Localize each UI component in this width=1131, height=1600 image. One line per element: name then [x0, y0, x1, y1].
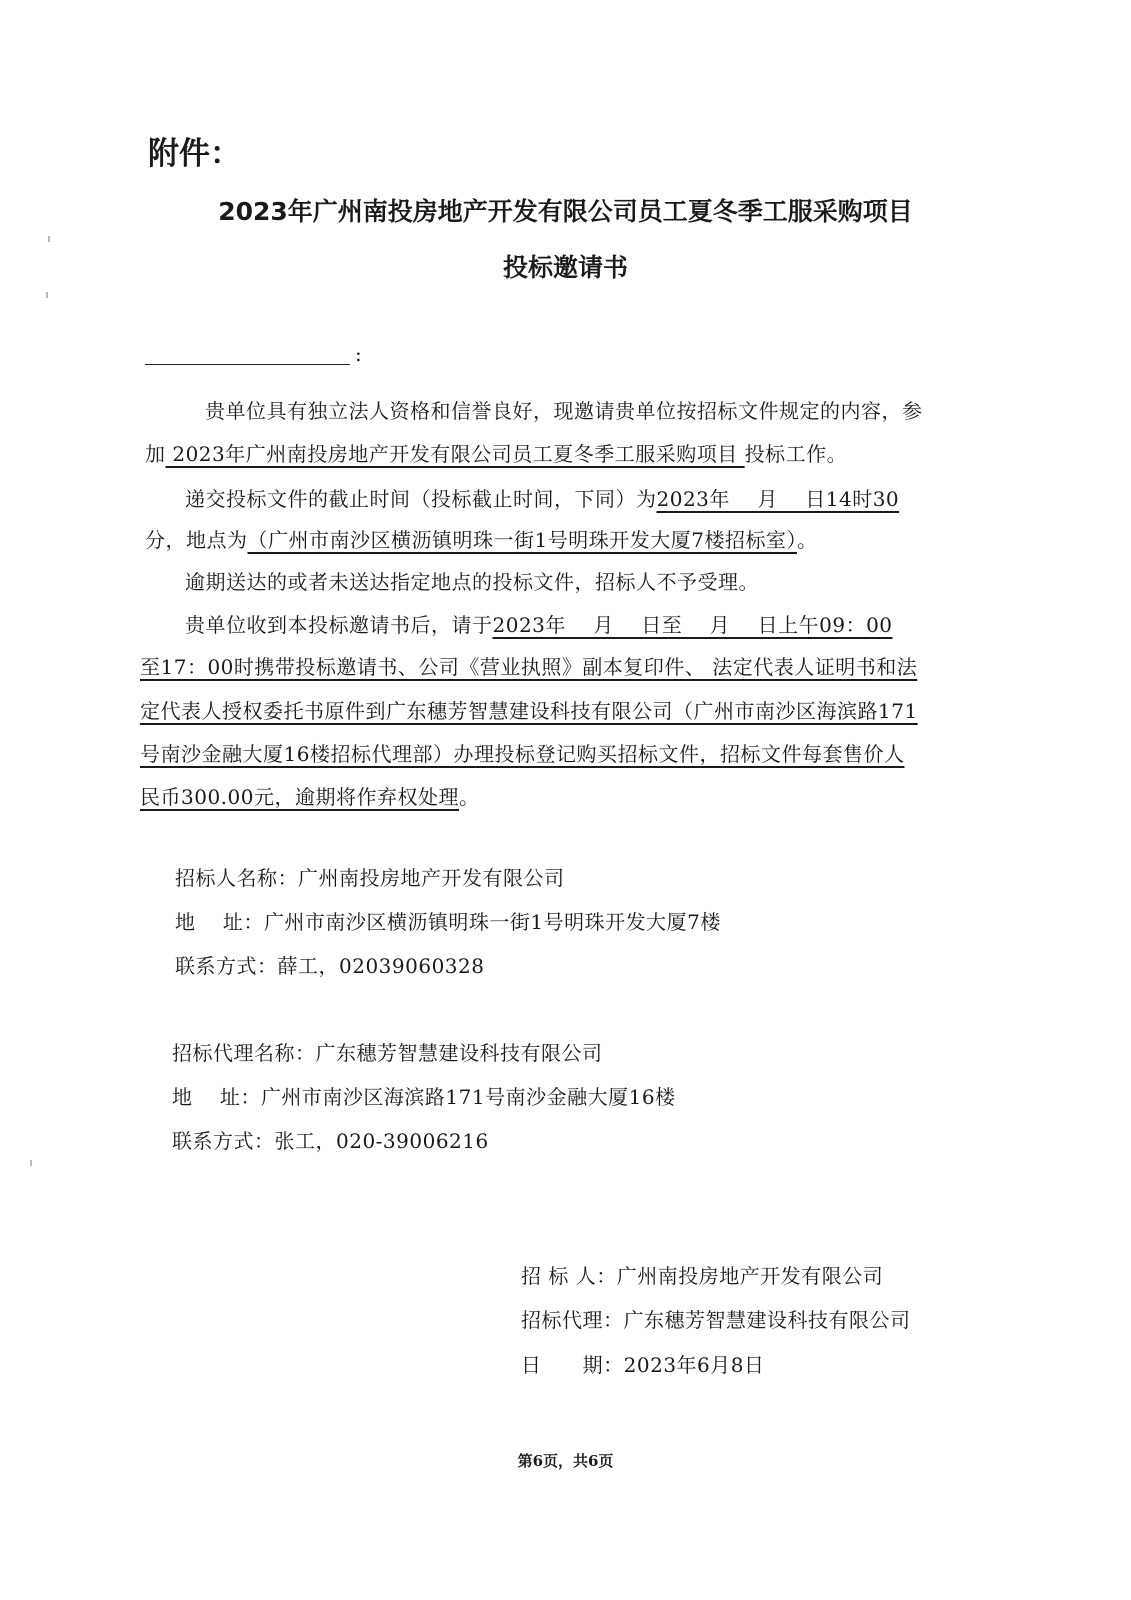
signature-tenderer-row	[521, 1260, 883, 1289]
agent-name-row	[172, 1037, 603, 1066]
scan-speck	[48, 236, 50, 242]
p1-suffix: 投标工作。	[744, 442, 848, 466]
paragraph-4-line-2: 至17：00时携带投标邀请书、公司《营业执照》副本复印件、 法定代表人证明书和法	[140, 655, 918, 679]
tenderer-contact: 薛工，02039060328	[277, 954, 485, 978]
tenderer-name-row	[175, 862, 565, 891]
paragraph-4-line-4: 号南沙金融大厦16楼招标代理部）办理投标登记购买招标文件，招标文件每套售价人	[140, 742, 905, 766]
agent-contact: 张工，020-39006216	[274, 1129, 489, 1153]
deadline-date: 2023年 月 日14时30	[656, 487, 900, 511]
agent-address-label: 地 址：	[172, 1085, 261, 1109]
purchase-date: 2023年 月 日至 月 日上午09：00	[492, 613, 893, 637]
document-subtitle: 投标邀请书	[502, 253, 628, 282]
paragraph-2-line-1	[185, 483, 899, 512]
price-end: 。	[458, 785, 480, 809]
scan-speck	[30, 1160, 32, 1166]
paragraph-4-line-1	[185, 609, 893, 638]
addressee-blank	[145, 364, 350, 365]
agent-name-label: 招标代理名称：	[172, 1041, 316, 1065]
attachment-label: 附件：	[148, 136, 241, 172]
paragraph-4-line-5	[140, 781, 479, 810]
paragraph-1-line-2	[145, 438, 847, 467]
p1-prefix: 加	[145, 442, 166, 466]
tenderer-contact-label: 联系方式：	[175, 954, 278, 978]
scan-speck	[46, 292, 48, 298]
project-name: 2023年广州南投房地产开发有限公司员工夏冬季工服采购项目	[165, 442, 745, 466]
agent-contact-label: 联系方式：	[172, 1129, 275, 1153]
tenderer-address-row	[175, 906, 721, 935]
deadline-prefix: 递交投标文件的截止时间（投标截止时间，下同）为	[185, 487, 657, 511]
paragraph-3: 逾期送达的或者未送达指定地点的投标文件，招标人不予受理。	[185, 570, 759, 594]
location-prefix: 分，地点为	[145, 528, 248, 552]
signature-tenderer: 广州南投房地产开发有限公司	[616, 1264, 884, 1288]
purchase-prefix: 贵单位收到本投标邀请书后，请于	[185, 613, 493, 637]
price-text: 民币300.00元，逾期将作弃权处理	[140, 785, 459, 809]
signature-agent-row	[521, 1304, 911, 1333]
signature-date-label: 日 期：	[521, 1353, 624, 1377]
tenderer-address-label: 地 址：	[175, 910, 264, 934]
signature-agent: 广东穗芳智慧建设科技有限公司	[623, 1308, 911, 1332]
location-suffix: 。	[796, 528, 818, 552]
addressee-colon: :	[355, 342, 362, 366]
agent-address-row	[172, 1081, 676, 1110]
tenderer-contact-row	[175, 950, 484, 979]
tenderer-name-label: 招标人名称：	[175, 866, 298, 890]
paragraph-4-line-3: 定代表人授权委托书原件到广东穗芳智慧建设科技有限公司（广州市南沙区海滨路171	[140, 699, 918, 723]
signature-date-row	[521, 1349, 765, 1378]
tenderer-name: 广州南投房地产开发有限公司	[298, 866, 565, 890]
agent-address: 广州市南沙区海滨路171号南沙金融大厦16楼	[260, 1085, 676, 1109]
agent-contact-row	[172, 1125, 489, 1154]
paragraph-1-line-1: 贵单位具有独立法人资格和信誉良好，现邀请贵单位按招标文件规定的内容，参	[205, 399, 923, 423]
signature-date: 2023年6月8日	[623, 1353, 765, 1377]
document-title: 2023年广州南投房地产开发有限公司员工夏冬季工服采购项目	[218, 197, 913, 226]
paragraph-2-line-2	[145, 524, 817, 553]
signature-tenderer-label: 招 标 人：	[521, 1264, 617, 1288]
agent-name: 广东穗芳智慧建设科技有限公司	[315, 1041, 603, 1065]
signature-agent-label: 招标代理：	[521, 1308, 624, 1332]
location: （广州市南沙区横沥镇明珠一街1号明珠开发大厦7楼招标室）	[247, 528, 797, 552]
page-number: 第6页，共6页	[517, 1452, 614, 1470]
tenderer-address: 广州市南沙区横沥镇明珠一街1号明珠开发大厦7楼	[263, 910, 721, 934]
